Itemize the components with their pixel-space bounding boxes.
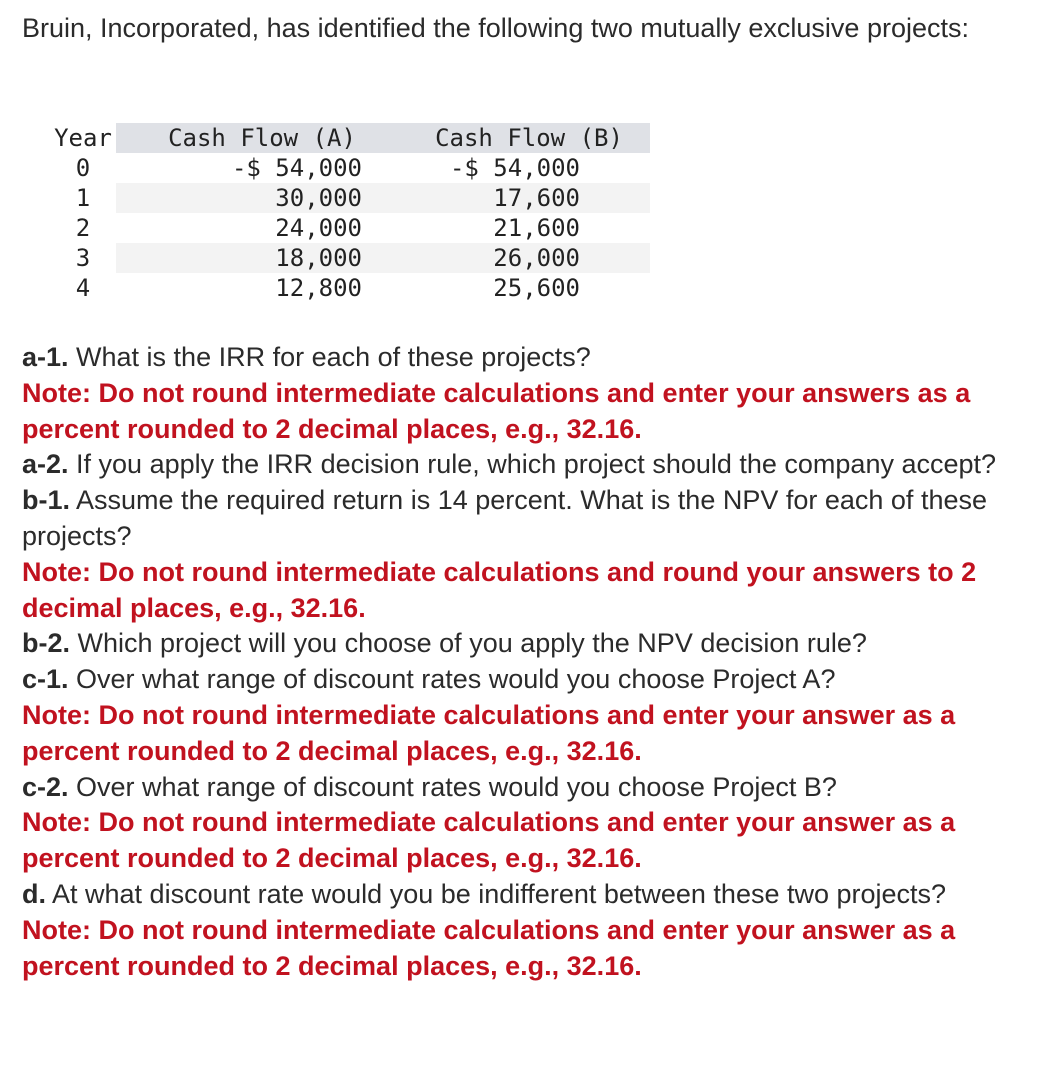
question-label: b-2. — [22, 628, 71, 659]
cash-flow-b-cell: 26,000 — [408, 243, 650, 273]
question-label: c-2. — [22, 771, 69, 802]
question-label: c-1. — [22, 664, 69, 695]
year-cell: 3 — [75, 244, 91, 272]
header-year: Year — [54, 124, 112, 152]
header-cash-flow-a: Cash Flow (A) — [116, 123, 408, 153]
table-row — [50, 273, 650, 303]
question-a1 — [22, 340, 1032, 376]
question-text: If you apply the IRR decision rule, which project should the company accept? — [68, 449, 997, 480]
note-b1: Note: Do not round intermediate calculations and round your answers to 2 decimal places, e.g., 32.16. — [22, 556, 977, 623]
year-cell: 4 — [75, 274, 91, 302]
question-d — [22, 877, 1032, 913]
table-row — [50, 153, 650, 183]
problem-page — [22, 10, 1032, 981]
cash-flow-a-cell: -$ 54,000 — [231, 154, 362, 182]
cash-flow-a-cell: 12,800 — [275, 274, 362, 302]
question-list — [22, 340, 1032, 984]
note-d: Note: Do not round intermediate calculations and enter your answer as a percent rounded to 2 decimal places, e.g., 32.16. — [22, 914, 956, 981]
question-text: At what discount rate would you be indifferent between these two projects? — [46, 878, 947, 909]
question-label: a-2. — [22, 449, 69, 480]
cash-flow-a-cell: 18,000 — [116, 243, 408, 273]
question-text: Assume the required return is 14 percent. What is the NPV for each of these projects? — [22, 485, 987, 551]
cash-flow-b-cell: 25,600 — [493, 274, 580, 302]
question-b1 — [22, 483, 1032, 555]
cash-flow-b-cell: -$ 54,000 — [449, 154, 580, 182]
year-cell: 1 — [75, 184, 91, 212]
question-text: Which project will you choose of you apply the NPV decision rule? — [70, 628, 867, 659]
header-cash-flow-b: Cash Flow (B) — [408, 123, 650, 153]
cash-flow-b-cell: 21,600 — [493, 214, 580, 242]
question-text: Over what range of discount rates would you choose Project A? — [68, 664, 836, 695]
year-cell: 2 — [75, 214, 91, 242]
question-label: b-1. — [22, 485, 71, 516]
table-row — [50, 213, 650, 243]
cash-flow-b-cell: 17,600 — [408, 183, 650, 213]
question-a2 — [22, 447, 1032, 483]
table-header-row — [50, 123, 650, 153]
table-row — [50, 243, 650, 273]
cash-flow-a-cell: 24,000 — [275, 214, 362, 242]
question-c1 — [22, 662, 1032, 698]
question-label: d. — [22, 878, 46, 909]
question-c2 — [22, 770, 1032, 806]
note-a1: Note: Do not round intermediate calculations and enter your answers as a percent rounded to 2 decimal places, e.g., 32.16. — [22, 377, 971, 444]
question-b2 — [22, 626, 1032, 662]
cash-flow-a-cell: 30,000 — [116, 183, 408, 213]
table-row — [50, 183, 650, 213]
question-label: a-1. — [22, 342, 69, 372]
year-cell: 0 — [75, 154, 91, 182]
intro-text: Bruin, Incorporated, has identified the following two mutually exclusive projects: — [22, 13, 969, 43]
cash-flow-table — [50, 123, 650, 303]
note-c1: Note: Do not round intermediate calculations and enter your answer as a percent rounded to 2 decimal places, e.g., 32.16. — [22, 699, 956, 766]
question-text: Over what range of discount rates would you choose Project B? — [68, 771, 837, 802]
note-c2: Note: Do not round intermediate calculations and enter your answer as a percent rounded to 2 decimal places, e.g., 32.16. — [22, 807, 956, 874]
question-text: What is the IRR for each of these projects? — [68, 342, 591, 372]
